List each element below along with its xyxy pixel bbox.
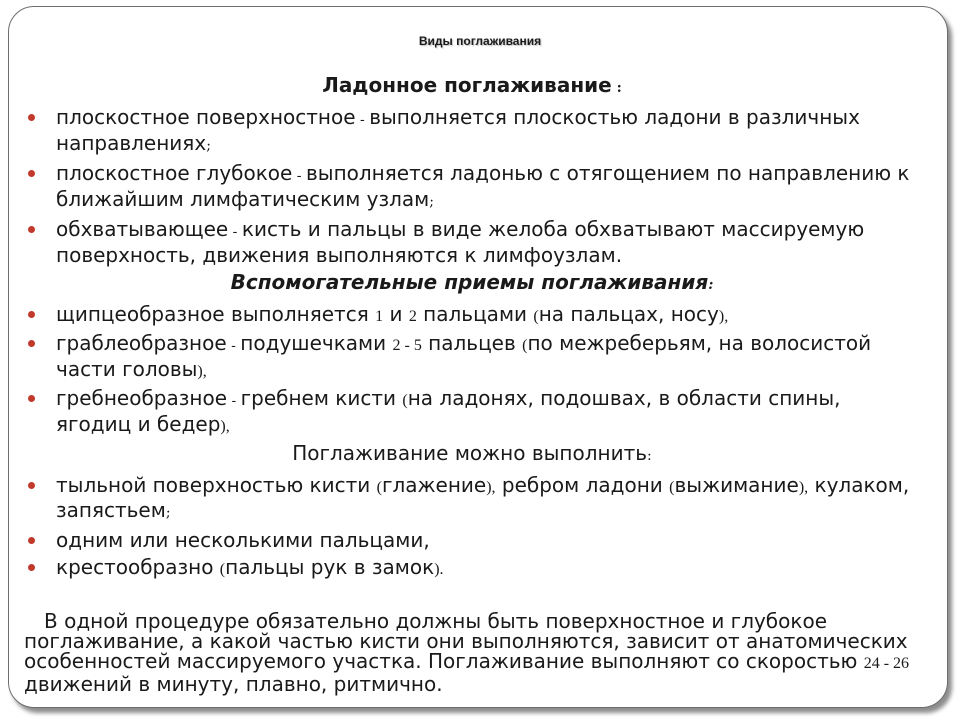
item-sep: -	[227, 393, 241, 409]
item-text: глажение	[381, 473, 487, 497]
paragraph-text: В одной процедуре обязательно должны быть поверхностное и глубокое поглаживание, а какой частью кисти они выполняются, зависит от анатомических особенностей массируемого участка. Поглаживание выполняют со скоростью	[24, 609, 908, 673]
list-item	[22, 332, 922, 383]
paragraph-number: 24 - 26	[863, 655, 910, 672]
item-paren: ),	[486, 479, 496, 496]
item-sep: -	[292, 168, 306, 184]
item-number: 2 - 5	[392, 337, 422, 354]
item-paren: (	[402, 392, 408, 409]
paragraph-text: движений в минуту, плавно, ритмично.	[24, 672, 443, 696]
item-paren: (	[219, 561, 226, 578]
item-term: плоскостное глубокое	[56, 161, 293, 185]
item-term: обхватывающее	[56, 217, 229, 241]
item-text: выжимание	[674, 473, 799, 497]
item-end: ;	[429, 194, 434, 210]
item-text: и	[383, 302, 409, 326]
item-text: выполняется плоскостью ладони в различных направлениях	[56, 105, 860, 155]
item-end: ;	[206, 138, 211, 154]
item-text: выполняется ладонью с отягощением по направлению к ближайшим лимфатическим узлам	[56, 161, 910, 211]
heading-can-be-performed	[22, 442, 922, 468]
item-paren: ).	[434, 561, 444, 578]
item-text: тыльной поверхностью кисти	[56, 473, 377, 497]
item-text: крестообразно	[56, 555, 220, 579]
item-number: 2	[408, 308, 417, 325]
slide-title: Виды поглаживания	[418, 34, 542, 48]
item-sep: -	[355, 112, 370, 128]
performing-methods-list	[22, 474, 922, 581]
heading-punct: :	[708, 277, 714, 293]
item-text: подушечками	[240, 331, 393, 355]
item-term: гребнеобразное	[56, 386, 227, 410]
item-text: на пальцах, носу	[538, 302, 719, 326]
item-text: кисть и пальцы в виде желоба обхватывают массируемую поверхность, движения выполняются к лимфоузлам.	[56, 217, 865, 267]
item-paren: ),	[798, 479, 809, 496]
item-text: пальцы рук в замок	[225, 555, 435, 579]
item-paren: (	[533, 308, 539, 325]
item-number: 1	[375, 308, 384, 325]
list-item	[22, 474, 922, 525]
heading-punct: :	[611, 80, 622, 96]
item-text: пальцами	[416, 302, 534, 326]
heading-punct: :	[647, 448, 652, 464]
heading-text: Вспомогательные приемы поглаживания	[230, 270, 709, 294]
concluding-paragraph	[22, 611, 922, 694]
heading-palm-stroking	[22, 74, 922, 100]
item-text: щипцеобразное выполняется	[56, 302, 376, 326]
item-paren: (	[669, 479, 675, 496]
list-item	[22, 218, 922, 267]
list-item	[22, 303, 922, 328]
heading-auxiliary-techniques	[22, 271, 922, 297]
item-sep: -	[228, 224, 242, 240]
heading-text: Поглаживание можно выполнить	[292, 441, 648, 465]
item-text: одним или несколькими пальцами,	[56, 528, 430, 552]
item-text: по межреберьям, на волосистой части головы	[56, 331, 872, 381]
item-sep: -	[226, 338, 241, 354]
item-paren: ),	[197, 363, 207, 380]
auxiliary-techniques-list	[22, 303, 922, 438]
palm-stroking-list	[22, 106, 922, 267]
list-item	[22, 529, 922, 552]
item-term: граблеобразное	[56, 331, 227, 355]
item-term: плоскостное поверхностное	[56, 105, 356, 129]
item-paren: ),	[718, 308, 729, 325]
item-paren: (	[522, 337, 528, 354]
list-item	[22, 162, 922, 214]
item-end: ;	[165, 505, 171, 521]
item-text: ребром ладони	[495, 473, 670, 497]
item-text: гребнем кисти	[240, 386, 403, 410]
heading-text: Ладонное поглаживание	[322, 73, 612, 97]
list-item	[22, 556, 922, 581]
item-text: на ладонях, подошвах, в области спины, ягодиц и бедер	[56, 386, 841, 436]
item-paren: (	[376, 479, 382, 496]
list-item	[22, 106, 922, 158]
item-text: пальцев	[421, 331, 523, 355]
item-text: кулаком, запястьем	[56, 473, 910, 522]
item-paren: ),	[220, 418, 230, 435]
list-item	[22, 387, 922, 438]
slide-content	[22, 74, 922, 694]
